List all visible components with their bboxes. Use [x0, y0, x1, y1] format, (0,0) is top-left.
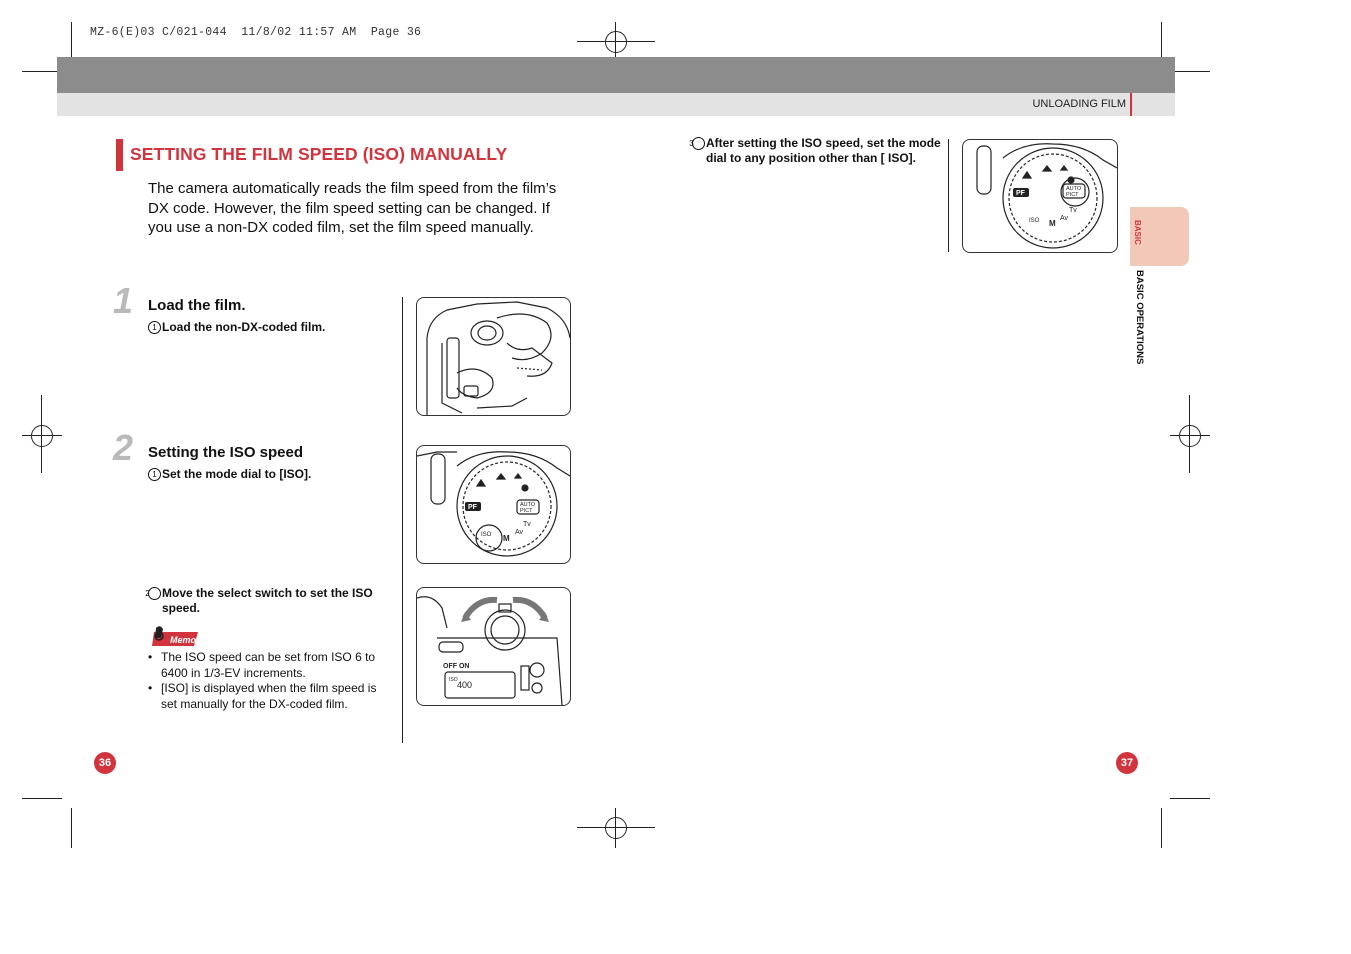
circled-number: 3 — [692, 137, 705, 150]
svg-text:Memo: Memo — [170, 635, 197, 645]
svg-text:Tv: Tv — [523, 521, 531, 528]
svg-text:OFF ON: OFF ON — [443, 663, 470, 670]
memo-list — [148, 650, 388, 712]
print-slug: MZ-6(E)03 C/021-044 11/8/02 11:57 AM Page 36 — [90, 26, 422, 39]
svg-text:PF: PF — [1016, 190, 1025, 197]
step-1-heading: Load the film. — [148, 297, 246, 314]
step-2-substep-2: 2 Move the select switch to set the ISO speed. — [145, 586, 373, 615]
memo-item: • The ISO speed can be set from ISO 6 to 6400 in 1/3-EV increments. — [148, 650, 388, 681]
svg-text:AUTO: AUTO — [520, 502, 536, 508]
step-2-substep-1: 1 Set the mode dial to [ISO]. — [148, 467, 311, 482]
svg-text:M: M — [1049, 219, 1056, 228]
svg-text:PICT: PICT — [520, 508, 533, 514]
svg-text:PF: PF — [468, 504, 477, 511]
header-band — [57, 57, 1175, 93]
intro-paragraph: The camera automatically reads the film speed from the film’s DX code. However, the film speed setting can be changed. If you use a non-DX coded film, set the film speed manually. — [148, 180, 557, 236]
header-subband — [57, 93, 1175, 116]
step-2-substep-3: 3 After setting the ISO speed, set the mode dial to any position other than [ ISO]. — [689, 136, 941, 165]
figure-load-film — [416, 297, 571, 416]
svg-text:Av: Av — [1060, 215, 1069, 222]
memo-item: • [ISO] is displayed when the film speed is set manually for the DX-coded film. — [148, 681, 388, 712]
page-number-right: 37 — [1116, 752, 1138, 774]
chapter-tab-label: BASIC — [1133, 220, 1142, 245]
svg-text:ISO: ISO — [481, 532, 492, 538]
svg-text:Av: Av — [515, 529, 524, 536]
step-2-number: 2 — [113, 427, 134, 468]
circled-number: 2 — [148, 587, 161, 600]
figure-select-switch — [416, 587, 571, 706]
chapter-title-vertical: BASIC OPERATIONS — [1134, 270, 1145, 365]
circled-number: 1 — [148, 321, 161, 334]
svg-text:PICT: PICT — [1066, 192, 1079, 198]
svg-text:AUTO: AUTO — [1066, 186, 1082, 192]
svg-text:ISO: ISO — [449, 677, 458, 683]
running-header-marker — [1130, 93, 1132, 116]
step-1-substep-1: 1 Load the non-DX-coded film. — [148, 320, 325, 335]
step-1-number: 1 — [113, 280, 134, 321]
column-divider-right — [948, 139, 949, 252]
circled-number: 1 — [148, 468, 161, 481]
svg-text:ISO: ISO — [1029, 218, 1040, 224]
svg-text:M: M — [503, 534, 510, 543]
figure-mode-dial-auto — [962, 139, 1118, 253]
column-divider — [402, 297, 403, 743]
memo-icon — [150, 624, 200, 648]
svg-text:400: 400 — [457, 680, 473, 690]
running-header: UNLOADING FILM — [1032, 98, 1126, 110]
title-accent-bar — [116, 139, 123, 171]
figure-mode-dial-iso — [416, 445, 571, 564]
page-title: SETTING THE FILM SPEED (ISO) MANUALLY — [130, 144, 508, 164]
svg-text:Tv: Tv — [1069, 207, 1077, 214]
page-number-left: 36 — [94, 752, 116, 774]
step-2-heading: Setting the ISO speed — [148, 444, 304, 461]
